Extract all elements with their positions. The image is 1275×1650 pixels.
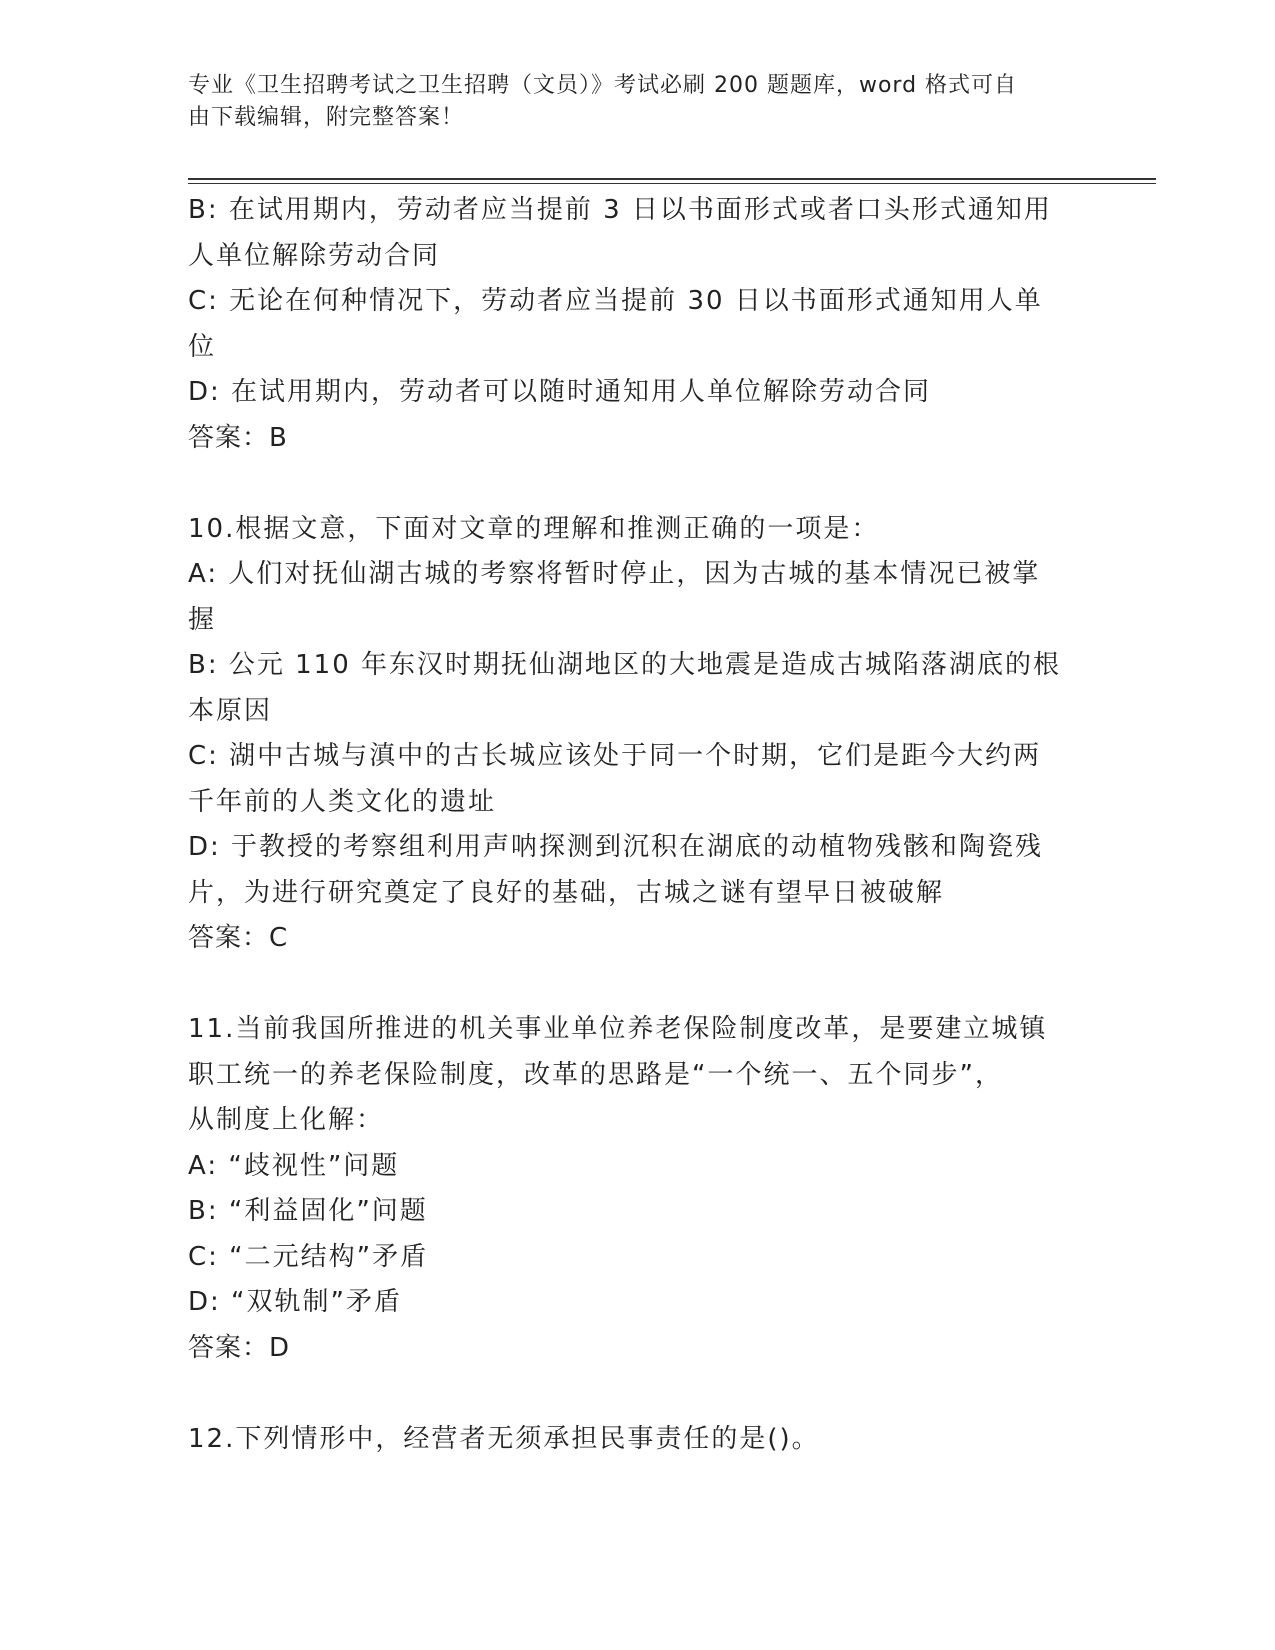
spacer xyxy=(188,461,1088,507)
option-b-line-1: B: 公元 110 年东汉时期抚仙湖地区的大地震是造成古城陷落湖底的根 xyxy=(188,650,1062,680)
header-divider-thin xyxy=(188,183,1156,184)
question-10 xyxy=(188,507,1088,962)
option-b: B: “利益固化”问题 xyxy=(188,1196,428,1226)
header-line-2: 由下载编辑，附完整答案！ xyxy=(188,105,465,130)
option-d-line-1: D: 在试用期内，劳动者可以随时通知用人单位解除劳动合同 xyxy=(188,377,932,407)
option-d-line-1: D: 于教授的考察组利用声呐探测到沉积在湖底的动植物残骸和陶瓷残 xyxy=(188,832,1044,862)
question-stem: 10.根据文意，下面对文章的理解和推测正确的一项是： xyxy=(188,513,880,544)
option-b-line-2: 本原因 xyxy=(188,695,273,726)
option-c-line-1: C: 无论在何种情况下，劳动者应当提前 30 日以书面形式通知用人单 xyxy=(188,286,1043,316)
option-c: C: “二元结构”矛盾 xyxy=(188,1241,429,1272)
option-a: A: “歧视性”问题 xyxy=(188,1150,400,1181)
question-12 xyxy=(188,1417,1088,1463)
spacer xyxy=(188,1371,1088,1417)
answer-line: 答案：D xyxy=(188,1332,291,1363)
option-c-line-1: C: 湖中古城与滇中的古长城应该处于同一个时期，它们是距今大约两 xyxy=(188,741,1042,771)
question-stem-line-3: 从制度上化解： xyxy=(188,1105,385,1135)
option-b-line-2: 人单位解除劳动合同 xyxy=(188,240,441,271)
question-stem-line-2: 职工统一的养老保险制度，改革的思路是“一个统一、五个同步”， xyxy=(188,1059,1003,1090)
option-d-line-2: 片，为进行研究奠定了良好的基础，古城之谜有望早日被破解 xyxy=(188,877,945,908)
question-9-tail xyxy=(188,188,1088,461)
answer-line: 答案：C xyxy=(188,923,289,953)
question-stem: 12.下列情形中，经营者无须承担民事责任的是()。 xyxy=(188,1423,820,1454)
question-11 xyxy=(188,1007,1088,1371)
spacer xyxy=(188,962,1088,1008)
option-a-line-1: A: 人们对抚仙湖古城的考察将暂时停止，因为古城的基本情况已被掌 xyxy=(188,559,1041,589)
header-divider-thick xyxy=(188,178,1156,180)
document-body xyxy=(188,188,1088,1462)
option-d: D: “双轨制”矛盾 xyxy=(188,1287,402,1317)
option-b-line-1: B: 在试用期内，劳动者应当提前 3 日以书面形式或者口头形式通知用 xyxy=(188,195,1052,225)
option-c-line-2: 位 xyxy=(188,331,217,362)
header-line-1: 专业《卫生招聘考试之卫生招聘（文员）》考试必刷 200 题题库，word 格式可自 xyxy=(188,73,1018,98)
option-a-line-2: 握 xyxy=(188,604,217,635)
page-header xyxy=(188,70,1078,134)
answer-line: 答案：B xyxy=(188,422,288,453)
option-c-line-2: 千年前的人类文化的遗址 xyxy=(188,786,497,817)
question-stem-line-1: 11.当前我国所推进的机关事业单位养老保险制度改革，是要建立城镇 xyxy=(188,1014,1048,1044)
